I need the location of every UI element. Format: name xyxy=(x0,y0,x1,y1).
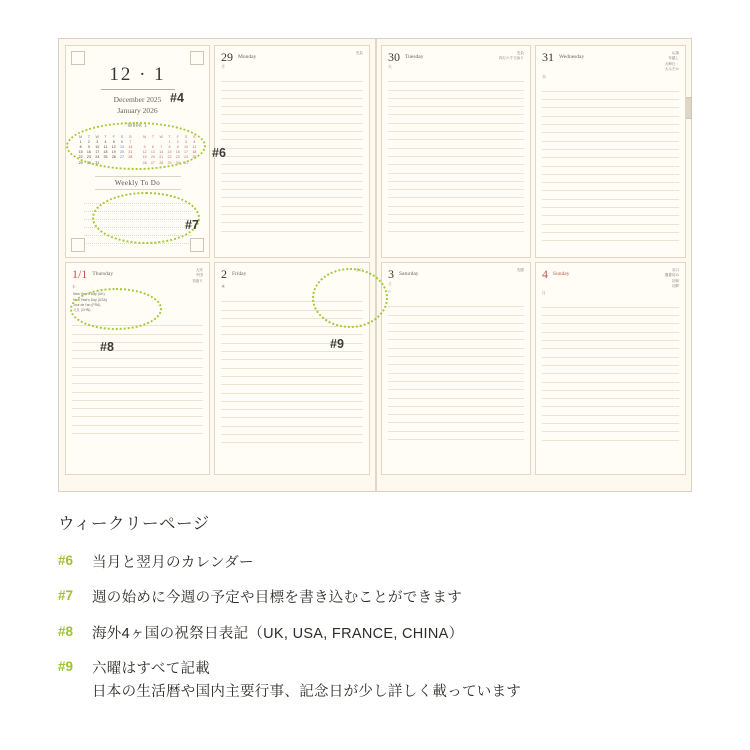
mini-cal-day[interactable]: 25 xyxy=(103,155,108,160)
mini-cal-day[interactable]: 17 xyxy=(95,150,100,155)
mini-cal-header: F xyxy=(112,134,115,139)
writing-lines xyxy=(388,74,524,232)
mini-cal-day[interactable]: 12 xyxy=(142,150,147,155)
legend-section xyxy=(58,510,698,716)
holiday-usa: New Year's Day (USA) xyxy=(73,297,107,302)
mini-cal-header: M xyxy=(143,134,147,139)
day-cell-jan-1 xyxy=(65,262,210,475)
day-header xyxy=(215,263,369,282)
mini-cal-day[interactable]: 21 xyxy=(128,150,133,155)
mini-cal-day[interactable]: 2 xyxy=(87,139,90,144)
mini-cal-day[interactable]: 19 xyxy=(111,150,116,155)
day-kanji: 日 xyxy=(542,290,546,295)
mini-cal-day[interactable] xyxy=(190,161,198,166)
mini-cal-day[interactable]: 5 xyxy=(112,139,115,144)
overseas-holidays xyxy=(66,290,209,314)
mini-cal-day[interactable]: 13 xyxy=(120,144,125,149)
legend-item-9 xyxy=(58,658,698,703)
mini-cal-day[interactable]: 12 xyxy=(111,144,116,149)
mini-cal-day[interactable] xyxy=(110,161,118,166)
day-number: 29 xyxy=(221,50,233,64)
writing-lines xyxy=(221,74,363,232)
mini-cal-day[interactable]: 7 xyxy=(129,139,132,144)
weekly-todo-title: Weekly To Do xyxy=(95,176,181,190)
day-cell-31 xyxy=(535,45,686,258)
mini-cal-day[interactable]: 1 xyxy=(79,139,82,144)
legend-number: #8 xyxy=(58,623,74,639)
mini-cal-header: S xyxy=(129,134,132,139)
mini-calendar-december xyxy=(77,135,135,166)
day-header xyxy=(536,46,685,75)
mini-cal-day[interactable]: 13 xyxy=(150,150,155,155)
annotation-6: #6 xyxy=(212,146,226,160)
mini-cal-day[interactable]: 20 xyxy=(150,155,155,160)
mini-cal-day[interactable]: 31 xyxy=(184,160,189,165)
mini-cal-day[interactable]: 14 xyxy=(128,144,133,149)
day-marker-icon: ○ xyxy=(388,289,392,295)
mini-cal-header: T xyxy=(151,134,155,139)
writing-lines xyxy=(542,84,679,242)
rokuyo-note: 大安 中国 初詣り xyxy=(192,268,203,283)
mini-cal-week xyxy=(77,161,135,166)
week-label: Week 1 xyxy=(127,122,148,129)
spread-right-half xyxy=(375,39,691,491)
mini-cal-day[interactable]: 30 xyxy=(86,160,91,165)
mini-cal-day[interactable]: 5 xyxy=(143,144,146,149)
mini-cal-header: S xyxy=(120,134,124,139)
writing-lines xyxy=(221,294,363,443)
day-cell-29 xyxy=(214,45,370,258)
mini-cal-day[interactable]: 27 xyxy=(120,155,125,160)
mini-cal-day[interactable]: 10 xyxy=(95,144,100,149)
mini-cal-day[interactable]: 6 xyxy=(121,139,124,144)
weekly-todo-lines xyxy=(84,196,191,244)
day-kanji: 火 xyxy=(388,64,392,69)
day-header xyxy=(215,46,369,65)
rokuyo-note: 赤口 xyxy=(355,268,363,272)
mini-cal-day[interactable] xyxy=(101,161,109,166)
legend-number: #9 xyxy=(58,659,74,675)
mini-cal-header: T xyxy=(87,134,91,139)
day-weekday: Tuesday xyxy=(405,54,424,60)
legend-item-8 xyxy=(58,623,698,645)
mini-cal-day[interactable]: 11 xyxy=(192,144,197,149)
mini-cal-day[interactable]: 19 xyxy=(142,155,147,160)
day-header xyxy=(382,263,530,282)
mini-cal-day[interactable] xyxy=(118,161,126,166)
page-tab[interactable] xyxy=(685,97,692,119)
mini-cal-day[interactable]: 7 xyxy=(160,144,163,149)
mini-cal-day[interactable]: 23 xyxy=(175,155,180,160)
legend-number: #6 xyxy=(58,553,74,568)
day-weekday: Wednesday xyxy=(559,54,585,60)
mini-cal-header: F xyxy=(176,134,179,139)
mini-cal-day[interactable]: 24 xyxy=(184,155,189,160)
mini-cal-day[interactable]: 11 xyxy=(103,144,108,149)
day-cell-2 xyxy=(214,262,370,475)
mini-cal-header: S xyxy=(184,134,188,139)
divider xyxy=(101,89,175,90)
mini-cal-day[interactable]: 2 xyxy=(176,139,179,144)
holiday-france: Jour de l'an (FRA) xyxy=(73,303,101,308)
legend-number: #7 xyxy=(58,588,74,604)
legend-title: ウィークリーページ xyxy=(58,515,210,533)
mini-cal-day[interactable]: 3 xyxy=(96,139,99,144)
mini-cal-day[interactable]: 18 xyxy=(103,150,108,155)
mini-cal-day[interactable]: 25 xyxy=(192,155,197,160)
mini-cal-day[interactable]: 26 xyxy=(111,155,116,160)
rokuyo-note: 先負 四万六千日参り xyxy=(498,51,524,61)
day-number: 3 xyxy=(388,267,394,281)
corner-ornament-icon xyxy=(190,238,204,252)
day-header xyxy=(382,46,530,65)
day-cell-4 xyxy=(535,262,686,475)
day-marker-icon: ✳ xyxy=(221,284,226,290)
day-header xyxy=(536,263,685,292)
mini-cal-day[interactable]: 22 xyxy=(167,155,172,160)
day-weekday: Saturday xyxy=(399,271,419,277)
month-title: 12 · 1 xyxy=(109,64,166,85)
legend-text: 週の始めに今週の予定や目標を書き込むことができます xyxy=(92,590,462,607)
legend-item-7 xyxy=(58,587,698,609)
day-number: 30 xyxy=(388,50,400,64)
mini-cal-day[interactable]: 6 xyxy=(151,144,154,149)
day-weekday: Friday xyxy=(232,271,247,277)
mini-cal-day[interactable]: 9 xyxy=(87,144,90,149)
day-cell-30 xyxy=(381,45,531,258)
annotation-4: #4 xyxy=(170,91,184,105)
mini-cal-day[interactable]: 29 xyxy=(78,160,83,165)
day-number: 4 xyxy=(542,267,548,281)
legend-text: 当月と翌月のカレンダー xyxy=(92,555,254,571)
mini-cal-day[interactable]: 1 xyxy=(168,139,171,144)
mini-cal-day[interactable]: 28 xyxy=(128,155,133,160)
mini-cal-day[interactable]: 9 xyxy=(176,144,179,149)
corner-ornament-icon xyxy=(71,51,85,65)
mini-cal-day[interactable]: 18 xyxy=(192,150,197,155)
mini-cal-day[interactable]: 27 xyxy=(150,160,155,165)
mini-cal-day[interactable]: 30 xyxy=(175,160,180,165)
mini-cal-header: T xyxy=(168,134,171,139)
mini-cal-day[interactable]: 17 xyxy=(184,150,189,155)
mini-calendar-january xyxy=(141,135,199,166)
mini-cal-day[interactable]: 4 xyxy=(104,139,107,144)
day-weekday: Sunday xyxy=(553,271,570,277)
writing-lines xyxy=(72,318,203,434)
month-subtitle-dec: December 2025 xyxy=(113,95,162,104)
legend-text: 六曜はすべて記載 xyxy=(92,661,211,678)
mini-cal-day[interactable]: 28 xyxy=(159,160,164,165)
mini-cal-day[interactable]: 22 xyxy=(78,155,83,160)
day-number: 31 xyxy=(542,50,554,64)
legend-text: 海外4ヶ国の祝祭日表記（UK, USA, FRANCE, CHINA） xyxy=(92,625,464,642)
month-subtitle-jan: January 2026 xyxy=(117,106,158,116)
mini-cal-day[interactable]: 4 xyxy=(193,139,196,144)
day-kanji: 木 xyxy=(72,285,76,290)
spread-left-half xyxy=(59,39,375,491)
rokuyo-note: 赤口 選書初め 初荷 初夢 xyxy=(664,268,679,289)
mini-cal-header: W xyxy=(159,134,163,139)
day-header xyxy=(66,263,209,286)
mini-cal-day[interactable]: 3 xyxy=(185,139,188,144)
planner-spread xyxy=(58,38,692,492)
day-number: 1/1 xyxy=(72,267,88,281)
mini-cal-week xyxy=(141,161,199,166)
day-kanji: 土 xyxy=(388,281,392,286)
day-weekday: Monday xyxy=(238,54,257,60)
annotation-8: #8 xyxy=(100,340,114,354)
day-weekday: Thursday xyxy=(92,271,114,277)
rokuyo-note: 先負 xyxy=(355,51,363,55)
mini-cal-header: W xyxy=(95,134,99,139)
mini-cal-day[interactable]: 26 xyxy=(142,160,147,165)
mini-cal-day[interactable]: 21 xyxy=(159,155,164,160)
writing-lines xyxy=(388,299,524,440)
mini-cal-day[interactable]: 20 xyxy=(120,150,125,155)
day-kanji: 水 xyxy=(542,73,546,79)
holiday-china: 元旦 (CHN) xyxy=(73,308,91,313)
rokuyo-note: 仏滅 年越し 大晦日・ 大みそか xyxy=(664,51,679,72)
mini-cal-day[interactable]: 31 xyxy=(95,160,100,165)
mini-cal-day[interactable]: 14 xyxy=(159,150,164,155)
mini-calendars xyxy=(76,135,199,166)
annotation-7: #7 xyxy=(185,218,199,232)
legend-text-secondary: 日本の生活暦や国内主要行事、記念日が少し詳しく載っています xyxy=(92,683,522,700)
mini-cal-day[interactable]: 8 xyxy=(168,144,171,149)
day-cell-3 xyxy=(381,262,531,475)
mini-cal-day[interactable]: 10 xyxy=(184,144,189,149)
holiday-uk: New Year's Day (UK) xyxy=(73,292,105,297)
mini-cal-day[interactable]: 16 xyxy=(175,150,180,155)
day-number: 2 xyxy=(221,267,227,281)
mini-cal-day[interactable]: 15 xyxy=(78,150,83,155)
writing-lines xyxy=(542,300,679,441)
corner-ornament-icon xyxy=(190,51,204,65)
mini-cal-day[interactable]: 29 xyxy=(167,160,172,165)
rokuyo-note: 先勝 xyxy=(516,268,524,272)
annotation-9: #9 xyxy=(330,337,344,351)
mini-cal-day[interactable]: 23 xyxy=(86,155,91,160)
mini-cal-day[interactable]: 15 xyxy=(167,150,172,155)
mini-cal-day[interactable]: 16 xyxy=(86,150,91,155)
legend-item-6 xyxy=(58,552,698,574)
mini-cal-header: M xyxy=(79,134,83,139)
mini-cal-day[interactable]: 8 xyxy=(79,144,82,149)
day-kanji: 月 xyxy=(221,64,225,69)
mini-cal-header: S xyxy=(193,134,196,139)
mini-cal-day[interactable]: 24 xyxy=(95,155,100,160)
mini-cal-header: T xyxy=(104,134,107,139)
corner-ornament-icon xyxy=(71,238,85,252)
mini-cal-day[interactable] xyxy=(126,161,134,166)
